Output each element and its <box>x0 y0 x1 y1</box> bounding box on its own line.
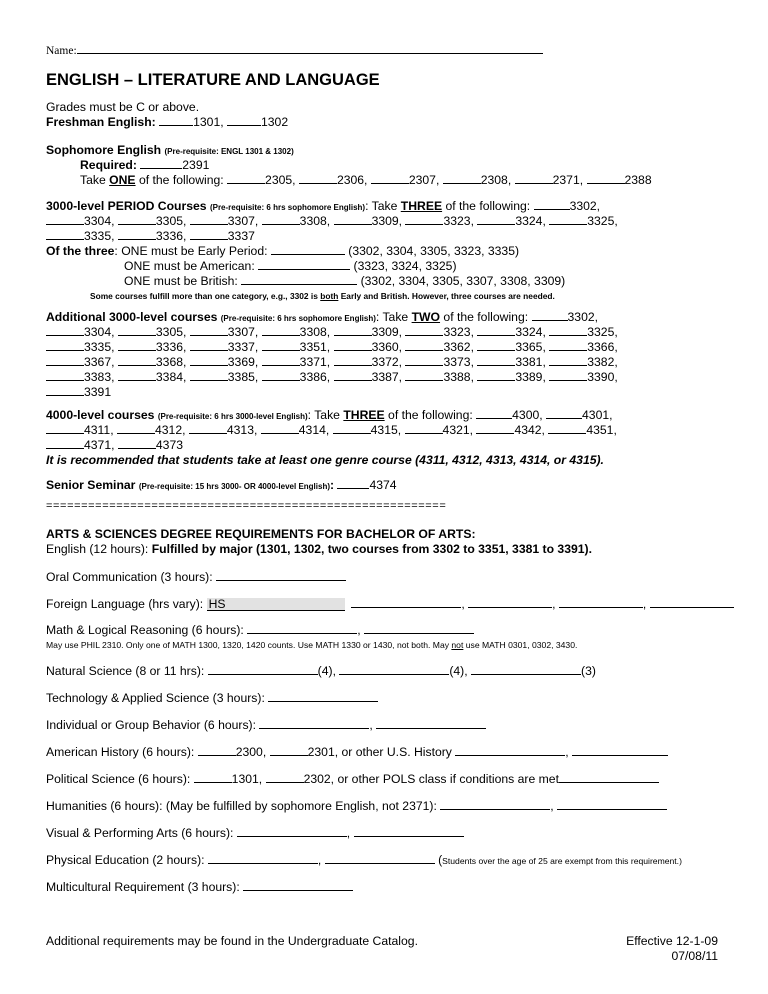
american-history-row <box>46 745 668 759</box>
check-blank[interactable] <box>549 214 587 225</box>
check-blank[interactable] <box>334 214 372 225</box>
course-number: 2391 <box>182 158 210 172</box>
course-number: 3388, <box>443 370 474 384</box>
course-number: 4315, <box>370 423 402 437</box>
req-blank[interactable] <box>325 853 435 864</box>
req-blank[interactable] <box>572 745 668 756</box>
req-blank[interactable] <box>208 853 318 864</box>
course-number: 1301, <box>231 772 263 786</box>
behavior-row <box>46 718 486 732</box>
req-text: Fulfilled by major (1301, 1302, two courses from 3302 to 3351, 3381 to 3391). <box>151 542 592 556</box>
course-number: 3391 <box>84 385 112 399</box>
humanities-row <box>46 799 667 813</box>
category-courses: (3302, 3304, 3305, 3307, 3308, 3309) <box>360 274 566 288</box>
check-blank[interactable] <box>189 423 227 434</box>
check-blank[interactable] <box>190 214 228 225</box>
prereq-note: (Pre-requisite: 6 hrs 3000-level English) <box>157 412 308 421</box>
check-blank[interactable] <box>262 325 300 336</box>
req-blank[interactable] <box>268 691 378 702</box>
fourk-label: 4000-level courses <box>46 408 155 422</box>
pe-note: Students over the age of 25 are exempt from this requirement.) <box>442 856 682 866</box>
category-courses: (3302, 3304, 3305, 3323, 3335) <box>348 244 520 258</box>
course-number: 4313, <box>226 423 258 437</box>
unit-text: (4), <box>317 664 336 678</box>
take-text: : Take <box>365 199 398 213</box>
req-blank[interactable] <box>468 597 552 608</box>
course-number: 3324, <box>515 214 546 228</box>
physical-education-row <box>46 853 682 868</box>
req-blank[interactable] <box>243 880 353 891</box>
check-blank[interactable] <box>548 423 586 434</box>
course-list <box>46 340 618 354</box>
political-science-row <box>46 772 659 786</box>
comma: , <box>642 597 647 611</box>
check-blank[interactable] <box>190 229 228 240</box>
course-number: 3307, <box>227 325 259 339</box>
sophomore-choices <box>80 173 652 187</box>
period-note <box>90 289 555 303</box>
course-number: 4374 <box>369 478 397 492</box>
sophomore-required <box>80 158 209 172</box>
check-blank[interactable] <box>46 423 84 434</box>
prereq-note: (Pre-requisite: 6 hrs sophomore English) <box>220 314 376 323</box>
course-number: 3360, <box>371 340 403 354</box>
check-blank[interactable] <box>46 214 84 225</box>
course-number: 3372, <box>371 355 403 369</box>
check-blank[interactable] <box>118 229 156 240</box>
check-blank[interactable] <box>334 355 372 366</box>
req-blank[interactable] <box>247 623 357 634</box>
course-number: 2302, or other POLS class if conditions are met <box>303 772 559 786</box>
course-number: 3371, <box>299 355 331 369</box>
math-row <box>46 623 474 637</box>
course-number: 3336, <box>155 229 187 243</box>
check-blank[interactable] <box>477 370 515 381</box>
req-blank[interactable] <box>216 570 346 581</box>
page-title: ENGLISH – LITERATURE AND LANGUAGE <box>46 71 380 89</box>
note-emphasis: not <box>451 640 464 650</box>
req-label: Math & Logical Reasoning (6 hours): <box>46 623 244 637</box>
check-blank[interactable] <box>46 438 84 449</box>
sophomore-heading <box>46 143 294 159</box>
check-blank[interactable] <box>262 355 300 366</box>
of-three-label: Of the three <box>46 244 115 258</box>
course-number: 3351, <box>299 340 331 354</box>
oral-communication-row <box>46 570 346 584</box>
req-blank[interactable] <box>559 597 643 608</box>
take-text: Take <box>80 173 106 187</box>
divider: ========================================================= <box>46 500 447 512</box>
check-blank[interactable] <box>190 340 228 351</box>
req-label: Natural Science (8 or 11 hrs): <box>46 664 205 678</box>
course-number: 3382, <box>587 355 618 369</box>
check-blank[interactable] <box>337 478 369 489</box>
grades-note: Grades must be C or above. <box>46 100 200 114</box>
check-blank[interactable] <box>405 214 443 225</box>
note-text: Early and British. However, three courses are needed. <box>340 291 555 301</box>
req-blank[interactable] <box>354 826 464 837</box>
course-number: 3367, <box>84 355 115 369</box>
req-blank[interactable] <box>364 623 474 634</box>
course-number: 3337 <box>227 229 255 243</box>
check-blank[interactable] <box>262 370 300 381</box>
unit-text: (4), <box>449 664 468 678</box>
req-label: English (12 hours): <box>46 542 149 556</box>
course-number: 1302 <box>261 115 289 129</box>
check-blank[interactable] <box>227 115 261 126</box>
check-blank[interactable] <box>118 438 156 449</box>
req-label: American History (6 hours): <box>46 745 195 759</box>
course-number: 3387, <box>371 370 403 384</box>
course-number: 3309, <box>371 214 403 228</box>
note-emphasis: both <box>320 291 339 301</box>
course-list <box>227 173 652 187</box>
course-number: 3373, <box>443 355 474 369</box>
paren: ( <box>438 853 443 867</box>
course-number: 2307, <box>408 173 440 187</box>
check-blank[interactable] <box>405 423 443 434</box>
senior-seminar <box>46 478 397 494</box>
check-blank[interactable] <box>534 199 570 210</box>
course-list <box>46 214 618 228</box>
req-label: Physical Education (2 hours): <box>46 853 205 867</box>
req-blank[interactable] <box>351 597 461 608</box>
req-label: Political Science (6 hours): <box>46 772 191 786</box>
fourk-heading <box>46 408 613 424</box>
effective-date: Effective 12-1-09 <box>626 934 718 948</box>
course-number: 4301, <box>582 408 613 422</box>
check-blank[interactable] <box>549 325 587 336</box>
req-label: Foreign Language (hrs vary): <box>46 597 204 611</box>
check-blank[interactable] <box>46 355 84 366</box>
course-number: 4314, <box>298 423 330 437</box>
check-blank[interactable] <box>334 340 372 351</box>
note-text: use MATH 0301, 0302, 3430. <box>465 640 578 650</box>
course-list <box>46 355 618 369</box>
course-number: 2388 <box>624 173 652 187</box>
course-number: 2306, <box>336 173 368 187</box>
check-blank[interactable] <box>198 745 236 756</box>
req-blank[interactable] <box>455 745 565 756</box>
check-blank[interactable] <box>159 115 193 126</box>
req-blank[interactable] <box>440 799 550 810</box>
check-blank[interactable] <box>190 325 228 336</box>
note-text: Some courses fulfill more than one category, e.g., 3302 is <box>90 291 318 301</box>
category-blank[interactable] <box>241 274 357 285</box>
category-label: ONE must be American: <box>124 259 255 273</box>
course-number: 3309, <box>371 325 403 339</box>
course-number: 3302, <box>567 310 599 324</box>
check-blank[interactable] <box>477 355 515 366</box>
check-blank[interactable] <box>299 173 337 184</box>
course-number: 3389, <box>515 370 546 384</box>
req-blank[interactable] <box>259 718 369 729</box>
revised-date: 07/08/11 <box>671 949 718 963</box>
course-number: 3307, <box>227 214 259 228</box>
name-field[interactable] <box>46 43 543 58</box>
check-blank[interactable] <box>46 370 84 381</box>
course-number: 3335, <box>84 229 115 243</box>
seminar-label: Senior Seminar <box>46 478 136 492</box>
req-blank[interactable] <box>237 826 347 837</box>
course-number: 2308, <box>480 173 512 187</box>
course-number: 4321, <box>442 423 474 437</box>
check-blank[interactable] <box>262 340 300 351</box>
course-list <box>46 423 617 437</box>
comma: , <box>565 745 569 759</box>
check-blank[interactable] <box>46 229 84 240</box>
course-number: 4300, <box>512 408 543 422</box>
course-number: 1301, <box>193 115 224 129</box>
category-label: ONE must be Early Period: <box>121 244 268 258</box>
req-label: Humanities (6 hours): (May be fulfilled by sophomore English, not 2371): <box>46 799 437 813</box>
additional-label: Additional 3000-level courses <box>46 310 218 324</box>
early-period-line: Of the three: ONE must be Early Period: (3302, 3304, 3305, 3323, 3335) <box>46 244 520 258</box>
req-blank[interactable] <box>557 799 667 810</box>
prereq-note: (Pre-requisite: 6 hrs sophomore English) <box>209 203 366 212</box>
req-label: Visual & Performing Arts (6 hours): <box>46 826 234 840</box>
course-number: 3368, <box>155 355 187 369</box>
course-list <box>476 408 612 422</box>
check-blank[interactable] <box>270 745 308 756</box>
additional-heading <box>46 310 598 326</box>
course-number: 2301, or other U.S. History <box>307 745 452 759</box>
check-blank[interactable] <box>532 310 568 321</box>
prereq-note: (Pre-requisite: 15 hrs 3000- OR 4000-level English) <box>138 482 330 491</box>
course-number: 3323, <box>443 214 474 228</box>
check-blank[interactable] <box>118 370 156 381</box>
check-blank[interactable] <box>46 385 84 396</box>
req-label: Oral Communication (3 hours): <box>46 570 213 584</box>
course-list <box>46 385 111 399</box>
req-label: Individual or Group Behavior (6 hours): <box>46 718 257 732</box>
course-number: 3384, <box>155 370 187 384</box>
course-number: 3385, <box>227 370 259 384</box>
take-count: THREE <box>400 199 443 213</box>
period-label: 3000-level PERIOD Courses <box>46 199 207 213</box>
check-blank[interactable] <box>587 173 625 184</box>
req-label: Multicultural Requirement (3 hours): <box>46 880 240 894</box>
take-count: THREE <box>343 408 385 422</box>
check-blank[interactable] <box>190 370 228 381</box>
check-blank[interactable] <box>405 340 443 351</box>
check-blank[interactable] <box>405 355 443 366</box>
course-number: 3302, <box>569 199 601 213</box>
course-number: 3390, <box>587 370 618 384</box>
check-blank[interactable] <box>334 325 372 336</box>
course-number: 2371, <box>552 173 584 187</box>
course-number: 3337, <box>227 340 259 354</box>
freshman-english-line <box>46 115 288 129</box>
colon: : <box>330 478 335 492</box>
take-count: ONE <box>109 173 136 187</box>
sophomore-label: Sophomore English <box>46 143 162 157</box>
take-text: of the following: <box>388 408 473 422</box>
check-blank[interactable] <box>546 408 582 419</box>
check-blank[interactable] <box>549 370 587 381</box>
course-number: 3304, <box>84 325 115 339</box>
check-blank[interactable] <box>476 408 512 419</box>
check-blank[interactable] <box>262 214 300 225</box>
take-text: of the following: <box>443 310 529 324</box>
course-number: 3386, <box>299 370 331 384</box>
course-number: 3304, <box>84 214 115 228</box>
technology-row <box>46 691 378 705</box>
english-requirement <box>46 542 592 556</box>
course-number: 3335, <box>84 340 115 354</box>
take-text: of the following: <box>445 199 531 213</box>
natural-science-row <box>46 664 596 678</box>
check-blank[interactable] <box>118 355 156 366</box>
category-blank[interactable] <box>271 244 345 255</box>
course-number: 4351, <box>586 423 617 437</box>
course-list <box>46 438 183 452</box>
check-blank[interactable] <box>46 340 84 351</box>
course-number: 3324, <box>515 325 546 339</box>
prereq-note: (Pre-requisite: ENGL 1301 & 1302) <box>164 147 294 156</box>
check-blank[interactable] <box>405 370 443 381</box>
math-note <box>46 638 577 652</box>
check-blank[interactable] <box>334 370 372 381</box>
british-line <box>124 274 565 288</box>
category-courses: (3323, 3324, 3325) <box>353 259 457 273</box>
req-blank[interactable] <box>471 664 581 675</box>
course-number: 3325, <box>587 214 618 228</box>
course-list <box>46 229 255 243</box>
american-line <box>124 259 457 273</box>
hs-text: HS <box>208 597 226 611</box>
check-blank[interactable] <box>549 340 587 351</box>
course-number: 3305, <box>155 214 187 228</box>
freshman-label: Freshman English: <box>46 115 156 129</box>
check-blank[interactable] <box>476 423 514 434</box>
comma: , <box>550 799 554 813</box>
course-number: 3366, <box>587 340 618 354</box>
take-count: TWO <box>411 310 441 324</box>
course-number: 3381, <box>515 355 546 369</box>
genre-recommendation: It is recommended that students take at least one genre course (4311, 4312, 4313, 4314, or 4315). <box>46 453 604 467</box>
check-blank[interactable] <box>266 772 304 783</box>
req-blank[interactable] <box>339 664 449 675</box>
course-number: 3383, <box>84 370 115 384</box>
check-blank[interactable] <box>371 173 409 184</box>
unit-text: (3) <box>581 664 596 678</box>
foreign-language-row <box>46 597 734 611</box>
course-list <box>46 325 618 339</box>
visual-arts-row <box>46 826 464 840</box>
course-number: 3323, <box>443 325 474 339</box>
check-blank[interactable] <box>194 772 232 783</box>
catalog-note: Additional requirements may be found in the Undergraduate Catalog. <box>46 934 418 948</box>
check-blank[interactable] <box>190 355 228 366</box>
check-blank[interactable] <box>118 325 156 336</box>
arts-heading: ARTS & SCIENCES DEGREE REQUIREMENTS FOR BACHELOR OF ARTS: <box>46 527 476 541</box>
hs-field[interactable] <box>207 598 345 611</box>
comma: , <box>369 718 373 732</box>
course-list <box>46 370 618 384</box>
check-blank[interactable] <box>333 423 371 434</box>
period-heading <box>46 199 600 215</box>
comma: , <box>317 853 322 867</box>
comma: , <box>357 623 361 637</box>
req-blank[interactable] <box>376 718 486 729</box>
course-number: 3369, <box>227 355 259 369</box>
check-blank[interactable] <box>227 173 265 184</box>
course-number: 2300, <box>235 745 267 759</box>
course-number: 3308, <box>299 325 331 339</box>
check-blank[interactable] <box>118 340 156 351</box>
check-blank[interactable] <box>515 173 553 184</box>
course-number: 3336, <box>155 340 187 354</box>
course-number: 4342, <box>514 423 545 437</box>
take-text: : Take <box>375 310 409 324</box>
check-blank[interactable] <box>117 423 155 434</box>
course-number: 3362, <box>443 340 474 354</box>
comma: , <box>461 597 465 611</box>
check-blank[interactable] <box>477 340 515 351</box>
course-number: 4373 <box>155 438 184 452</box>
course-number: 4311, <box>84 423 114 437</box>
check-blank[interactable] <box>261 423 299 434</box>
check-blank[interactable] <box>549 355 587 366</box>
name-label: Name: <box>46 45 77 57</box>
check-blank[interactable] <box>140 158 182 169</box>
multicultural-row <box>46 880 353 894</box>
comma: , <box>552 597 556 611</box>
note-text: May use PHIL 2310. Only one of MATH 1300, 1320, 1420 counts. Use MATH 1330 or 1430, not both. May <box>46 640 450 650</box>
take-text: : Take <box>307 408 340 422</box>
check-blank[interactable] <box>443 173 481 184</box>
take-text: of the following: <box>138 173 224 187</box>
course-number: 4371, <box>84 438 115 452</box>
category-label: ONE must be British: <box>124 274 238 288</box>
course-number: 3308, <box>299 214 331 228</box>
req-blank[interactable] <box>208 664 318 675</box>
course-number: 2305, <box>265 173 296 187</box>
req-blank[interactable] <box>559 772 659 783</box>
check-blank[interactable] <box>118 214 156 225</box>
check-blank[interactable] <box>477 325 515 336</box>
category-blank[interactable] <box>258 259 350 270</box>
check-blank[interactable] <box>477 214 515 225</box>
req-label: Technology & Applied Science (3 hours): <box>46 691 265 705</box>
check-blank[interactable] <box>405 325 443 336</box>
comma: , <box>346 826 351 840</box>
course-number: 3305, <box>155 325 187 339</box>
check-blank[interactable] <box>46 325 84 336</box>
course-number: 3325, <box>587 325 618 339</box>
course-number: 4312, <box>154 423 186 437</box>
course-number: 3365, <box>515 340 546 354</box>
required-label: Required: <box>80 158 137 172</box>
req-blank[interactable] <box>650 597 734 608</box>
